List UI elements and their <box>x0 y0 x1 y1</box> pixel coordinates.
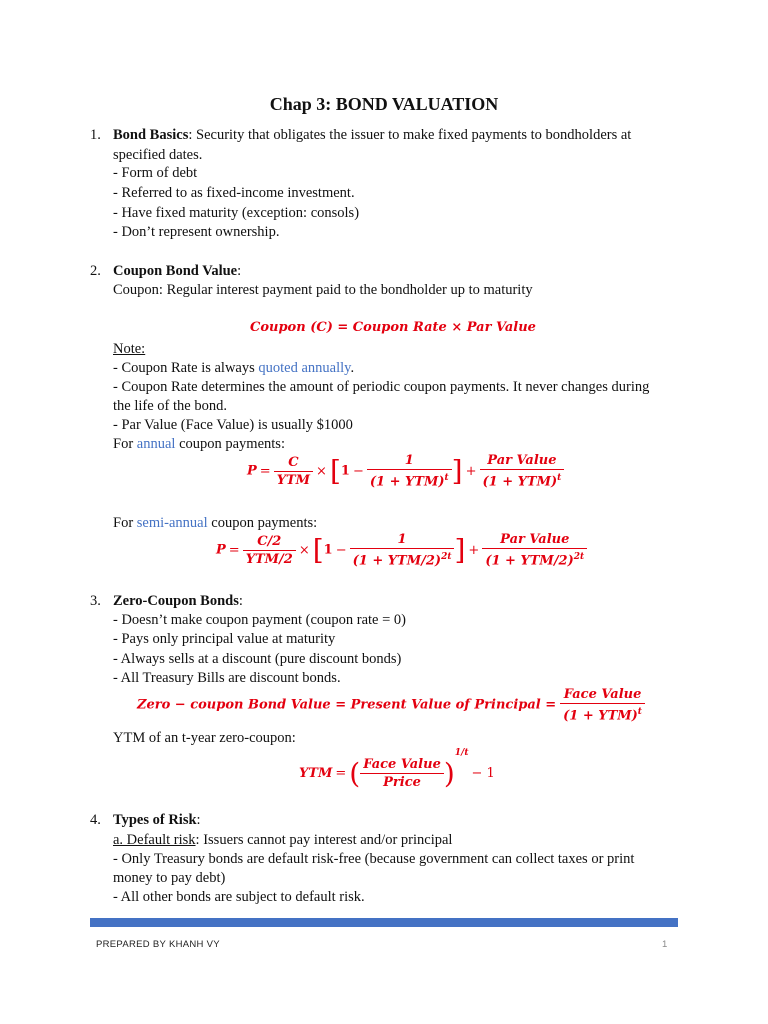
list-item: - All Treasury Bills are discount bonds. <box>113 670 341 686</box>
denominator: (1 + YTM)$^t$ <box>480 469 565 490</box>
denominator: Price <box>360 773 444 791</box>
formula-symbol: P <box>216 542 226 558</box>
section-text: specified dates. <box>113 147 203 163</box>
section-heading: Coupon Bond Value <box>113 263 238 279</box>
section-3-heading <box>113 592 243 610</box>
list-item: - Referred to as fixed-income investment. <box>113 185 355 201</box>
coupon-formula: Coupon (C) = Coupon Rate × Par Value <box>250 320 536 335</box>
fraction <box>243 533 296 568</box>
section-heading: Types of Risk <box>113 812 197 828</box>
label-text: coupon payments: <box>175 436 285 452</box>
denominator: YTM/2 <box>243 550 296 568</box>
section-number: 1. <box>90 127 101 143</box>
exponent: 1/t <box>454 748 469 758</box>
list-item: - Only Treasury bonds are default risk-free (because government can collect taxes or print <box>113 851 635 867</box>
label-text: For <box>113 436 137 452</box>
section-2-heading <box>113 262 241 280</box>
section-text: : Security that obligates the issuer to make fixed payments to bondholders at <box>188 127 632 143</box>
denominator: YTM <box>274 471 313 489</box>
annual-price-formula: P = $\frac{C}{\text{YTM}}$ × [1 − $\frac{1}{(1 + YTM)^t}$ ] + $\frac{\text{Par Value}}{(1 + YTM)^t}$ <box>247 452 564 490</box>
subheading: a. Default risk <box>113 832 196 848</box>
list-item: - Pays only principal value at maturity <box>113 631 336 647</box>
label-text: coupon payments: <box>207 515 318 531</box>
section-text: : Issuers cannot pay interest and/or principal <box>195 832 453 848</box>
semi-annual-price-formula: P = $\frac{C/2}{\text{YTM/2}}$ × [1 − $\frac{1}{(1 + YTM/2)^{2t}}$ ] + $\frac{\text{Par Value}}{(1 + YTM/2)^{2t}}$ <box>216 531 587 569</box>
list-item: - Always sells at a discount (pure discount bonds) <box>113 651 402 667</box>
fraction <box>274 454 313 489</box>
section-number: 3. <box>90 593 101 609</box>
list-item: - Doesn’t make coupon payment (coupon rate = 0) <box>113 612 406 628</box>
default-risk-line <box>113 831 452 849</box>
footer-author: PREPARED BY KHANH VY <box>96 939 220 950</box>
formula-text: − 1 <box>471 766 495 781</box>
highlight-text: semi-annual <box>136 515 208 531</box>
formula-text: Zero − coupon Bond Value = Present Value of Principal = <box>137 697 557 713</box>
section-heading: Bond Basics <box>113 127 189 143</box>
colon: : <box>238 593 243 609</box>
highlight-text: quoted annually <box>258 360 351 376</box>
section-1-intro <box>113 126 631 144</box>
fraction <box>350 531 455 569</box>
note-text: - Coupon Rate is always <box>113 360 259 376</box>
note-label: Note: <box>113 341 146 357</box>
numerator: 1 <box>404 453 414 468</box>
list-item: - Form of debt <box>113 165 198 181</box>
section-number: 2. <box>90 263 101 279</box>
ytm-formula: YTM = ( $\frac{\text{Face Value}}{\text{Price}}$ )$^{1/t}$− 1 <box>299 748 495 790</box>
page-number: 1 <box>662 939 668 950</box>
note-text: . <box>350 360 355 376</box>
footer-rule <box>90 918 678 927</box>
note-item: the life of the bond. <box>113 398 227 414</box>
list-item: - Have fixed maturity (exception: consols) <box>113 205 360 221</box>
fraction <box>482 531 587 569</box>
numerator: C/2 <box>257 533 282 549</box>
semi-annual-label <box>113 514 317 532</box>
section-heading: Zero-Coupon Bonds <box>113 593 239 609</box>
denominator: (1 + YTM)$^t$ <box>560 703 645 724</box>
page-title: Chap 3: BOND VALUATION <box>269 94 499 114</box>
note-item: - Coupon Rate determines the amount of periodic coupon payments. It never changes during <box>113 379 650 395</box>
list-item: money to pay debt) <box>113 870 226 886</box>
fraction <box>560 686 645 724</box>
numerator: 1 <box>397 532 407 547</box>
numerator: Face Value <box>363 757 441 772</box>
numerator: Par Value <box>487 453 557 468</box>
numerator: C <box>288 454 299 470</box>
section-4-heading <box>113 811 201 829</box>
highlight-text: annual <box>136 436 176 452</box>
formula-symbol: YTM <box>299 766 333 781</box>
fraction <box>480 452 565 490</box>
denominator: (1 + YTM/$2)^{2t}$ <box>350 548 455 569</box>
note-item <box>113 359 354 377</box>
section-text: Coupon: Regular interest payment paid to the bondholder up to maturity <box>113 282 533 298</box>
colon: : <box>237 263 242 279</box>
annual-label <box>113 435 285 453</box>
list-item: - Don’t represent ownership. <box>113 224 280 240</box>
note-item: - Par Value (Face Value) is usually $1000 <box>113 417 353 433</box>
formula-symbol: P <box>247 463 257 479</box>
denominator: (1 + YTM/$2)^{2t}$ <box>482 548 587 569</box>
colon: : <box>196 812 201 828</box>
fraction <box>360 756 444 791</box>
ytm-label: YTM of an t-year zero-coupon: <box>113 730 296 746</box>
label-text: For <box>113 515 137 531</box>
numerator: Par Value <box>500 532 570 547</box>
zero-coupon-formula <box>137 686 645 724</box>
denominator: (1 + YTM)$^t$ <box>367 469 452 490</box>
list-item: - All other bonds are subject to default risk. <box>113 889 365 905</box>
section-number: 4. <box>90 812 101 828</box>
numerator: Face Value <box>563 687 642 702</box>
fraction <box>367 452 452 490</box>
